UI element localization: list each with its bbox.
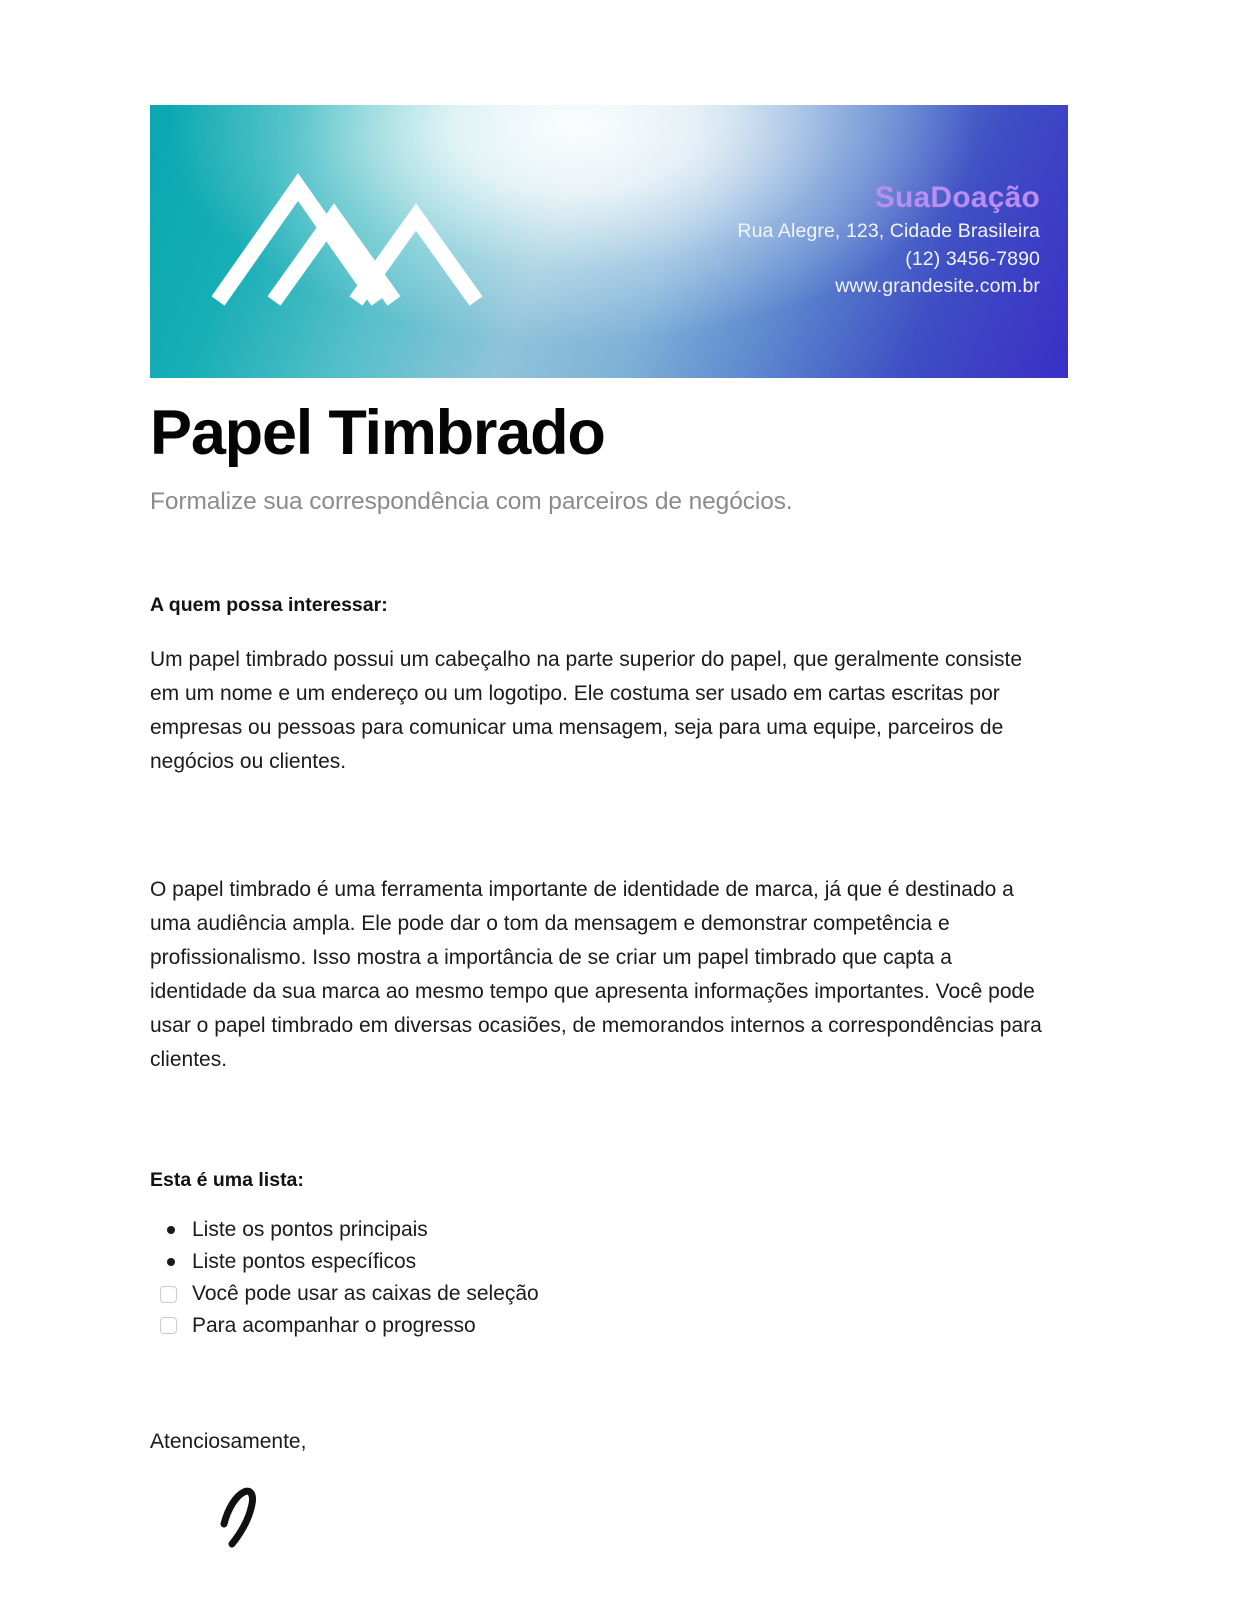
handwritten-signature-mark <box>198 1478 438 1588</box>
salutation-text: A quem possa interessar: <box>150 594 388 617</box>
list-item <box>150 1246 1068 1278</box>
body-paragraph-2: O papel timbrado é uma ferramenta importante de identidade de marca, já que é destinado a uma audiência ampla. Ele pode dar o tom da mensagem e demonstrar competência e profissionalismo. Isso mostra a importância de se criar um papel timbrado que capta a identidade da sua marca ao mesmo tempo que apresenta informações importantes. Você pode usar o papel timbrado em diversas ocasiões, de memorandos internos a correspondências para clientes. <box>150 878 1042 1072</box>
list-heading: Esta é uma lista: <box>150 1169 304 1192</box>
list-item-label: Liste pontos específicos <box>192 1250 417 1274</box>
closing-text: Atenciosamente, <box>150 1429 307 1453</box>
checkbox-icon[interactable] <box>150 1317 192 1334</box>
letterhead-contact-block <box>737 183 1040 297</box>
body-paragraph-1: Um papel timbrado possui um cabeçalho na parte superior do papel, que geralmente consiste em um nome e um endereço ou um logotipo. Ele costuma ser usado em cartas escritas por empresas ou pessoas para comunicar uma mensagem, seja para uma equipe, parceiros de negócios ou clientes. <box>150 648 1023 774</box>
list-item <box>150 1214 1068 1246</box>
triple-mountain-logo-icon <box>212 173 512 308</box>
list-item <box>150 1310 1068 1342</box>
brand-name: SuaDoação <box>874 181 1040 214</box>
website-line: www.grandesite.com.br <box>835 275 1040 297</box>
item-list <box>150 1214 1068 1342</box>
bullet-icon <box>150 1226 192 1234</box>
page-title: Papel Timbrado <box>150 398 605 468</box>
document-body <box>150 400 1068 1588</box>
list-item-label: Para acompanhar o progresso <box>192 1314 476 1338</box>
list-item-label: Você pode usar as caixas de seleção <box>192 1282 539 1306</box>
address-line: Rua Alegre, 123, Cidade Brasileira <box>737 220 1040 242</box>
checkbox-icon[interactable] <box>150 1286 192 1303</box>
page-subtitle: Formalize sua correspondência com parceiros de negócios. <box>150 488 793 516</box>
phone-line: (12) 3456-7890 <box>905 247 1040 270</box>
list-item-label: Liste os pontos principais <box>192 1218 428 1242</box>
letterhead-banner <box>150 105 1068 378</box>
list-item <box>150 1278 1068 1310</box>
bullet-icon <box>150 1258 192 1266</box>
